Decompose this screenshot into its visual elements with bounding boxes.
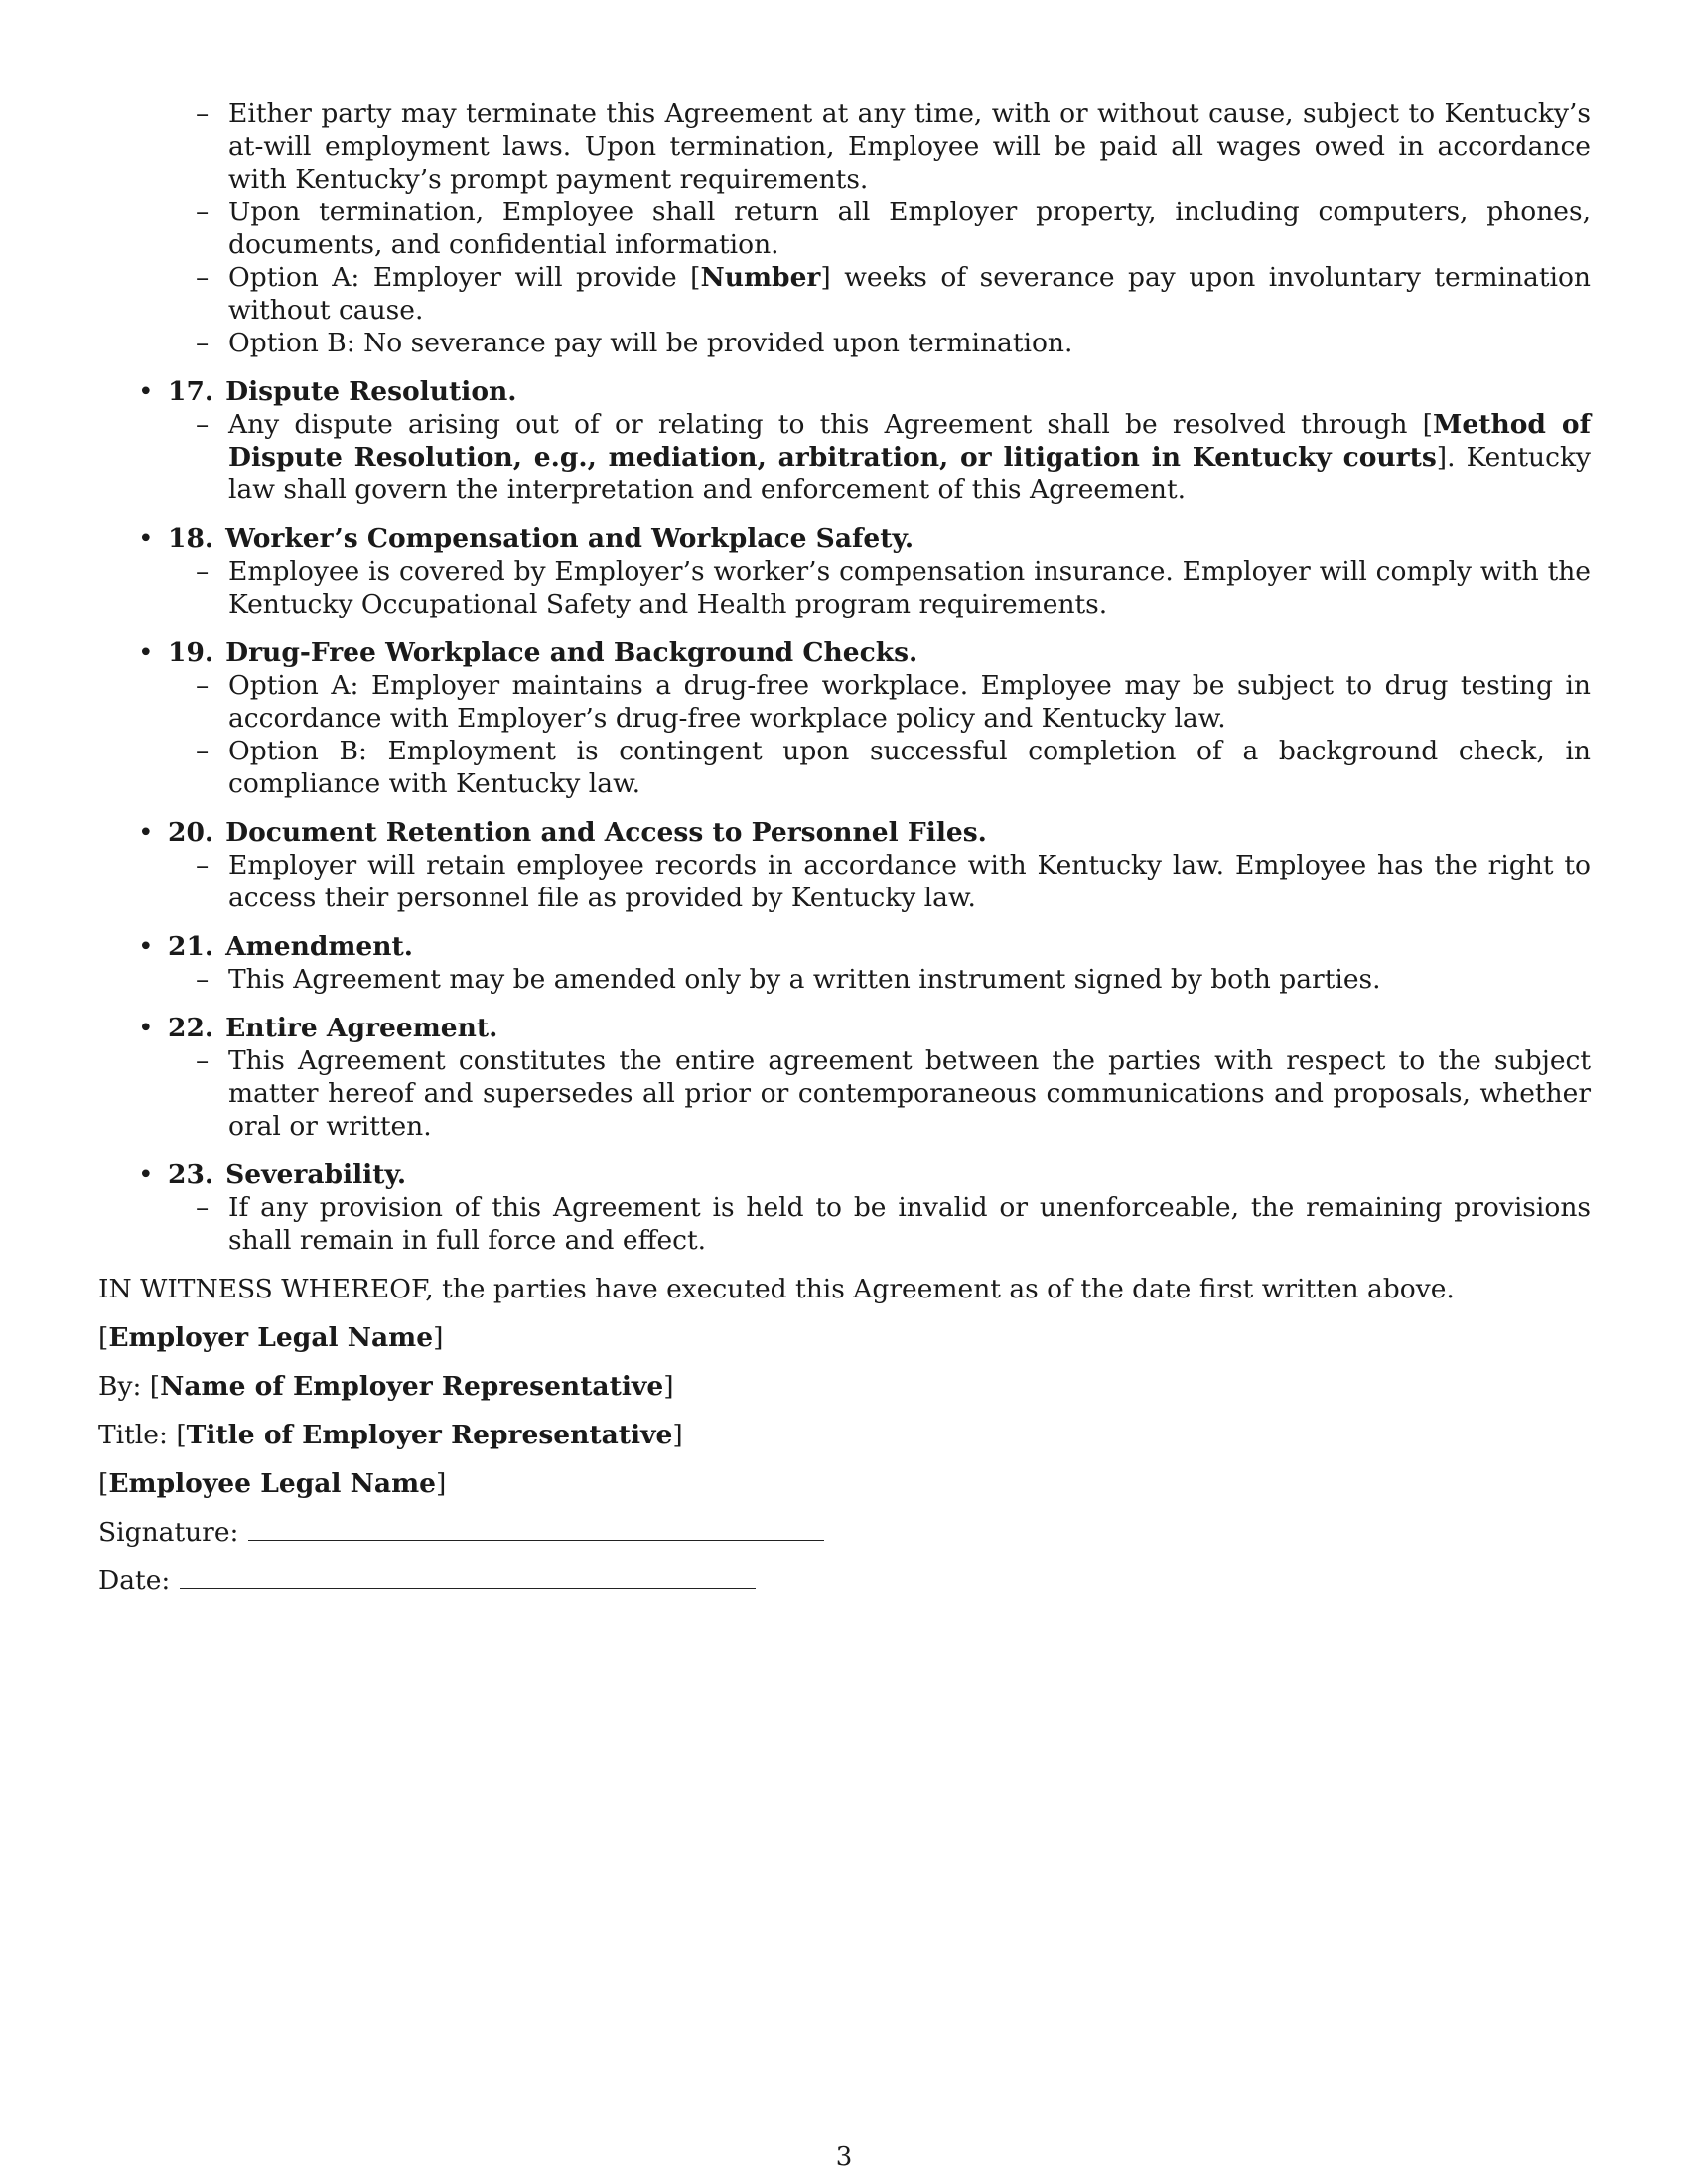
dash-marker: – <box>196 1045 210 1076</box>
date-line <box>98 1565 1591 1597</box>
sub-item-placeholder: Number <box>700 262 821 293</box>
section-number: 23. <box>168 1160 214 1190</box>
section-sub-list <box>98 1191 1591 1257</box>
section-21 <box>98 930 1591 996</box>
employer-rep-line: By: [Name of Employer Representative] <box>98 1371 674 1402</box>
page-number: 3 <box>835 2142 853 2172</box>
section-number: 17. <box>168 376 214 407</box>
title-label: Title: <box>98 1420 168 1450</box>
section-heading <box>168 522 1591 555</box>
dash-marker: – <box>196 328 210 358</box>
sub-item-text: Option A: Employer will provide [ <box>228 262 701 293</box>
sub-item <box>196 963 1591 996</box>
dash-marker: – <box>196 98 210 129</box>
section-23 <box>98 1159 1591 1257</box>
sub-item <box>196 555 1591 620</box>
section-sub-list <box>98 669 1591 800</box>
section-title: Amendment. <box>225 931 413 962</box>
sub-item <box>196 1191 1591 1257</box>
section-sub-list <box>98 1044 1591 1143</box>
bullet-marker: • <box>138 817 154 848</box>
witness-paragraph: IN WITNESS WHEREOF, the parties have executed this Agreement as of the date first written above. <box>98 1274 1455 1304</box>
section-number: 20. <box>168 817 214 848</box>
bullet-marker: • <box>138 1013 154 1043</box>
sub-item-text: Upon termination, Employee shall return all Employer property, including computers, phones, documents, and confidential information. <box>228 197 1591 260</box>
sub-item-text: Employer will retain employee records in accordance with Kentucky law. Employee has the right to access their personnel file as provided by Kentucky law. <box>228 850 1591 913</box>
section-19 <box>98 636 1591 800</box>
sub-item-text: This Agreement constitutes the entire agreement between the parties with respect to the subject matter hereof and supersedes all prior or contemporaneous communications and proposals, whether oral or written. <box>228 1045 1591 1142</box>
section-title: Severability. <box>225 1160 407 1190</box>
section-heading <box>168 1012 1591 1044</box>
by-label: By: <box>98 1371 142 1402</box>
dash-marker: – <box>196 197 210 227</box>
termination-sub-list <box>98 97 1591 359</box>
document-body <box>98 97 1591 1597</box>
sub-item-text: Employee is covered by Employer’s worker’s compensation insurance. Employer will comply with the Kentucky Occupational Safety and Health program requirements. <box>228 556 1591 619</box>
dash-marker: – <box>196 670 210 701</box>
bullet-marker: • <box>138 637 154 668</box>
section-title: Worker’s Compensation and Workplace Safety. <box>225 523 914 554</box>
section-22 <box>98 1012 1591 1143</box>
section-title: Dispute Resolution. <box>225 376 517 407</box>
signature-label: Signature: <box>98 1517 239 1548</box>
employer-rep-name: Name of Employer Representative <box>160 1371 664 1402</box>
sub-item <box>196 327 1591 359</box>
sub-item-text: Option B: No severance pay will be provided upon termination. <box>228 328 1073 358</box>
section-number: 19. <box>168 637 214 668</box>
dash-marker: – <box>196 1192 210 1223</box>
date-blank[interactable] <box>180 1565 756 1589</box>
dash-marker: – <box>196 262 210 293</box>
sub-item-text: ]. Kentucky law shall govern the interpretation and enforcement of this Agreement. <box>228 442 1591 505</box>
sub-item <box>196 261 1591 327</box>
employee-name: Employee Legal Name <box>108 1468 436 1499</box>
section-heading <box>168 930 1591 963</box>
section-number: 21. <box>168 931 214 962</box>
dash-marker: – <box>196 556 210 587</box>
section-17 <box>98 375 1591 506</box>
sub-item-text: If any provision of this Agreement is held to be invalid or unenforceable, the remaining provisions shall remain in full force and effect. <box>228 1192 1591 1256</box>
section-title: Entire Agreement. <box>225 1013 498 1043</box>
employer-rep-title: Title of Employer Representative <box>186 1420 673 1450</box>
employee-name-line: [Employee Legal Name] <box>98 1468 447 1499</box>
sub-item <box>196 849 1591 914</box>
dash-marker: – <box>196 850 210 881</box>
signature-blank[interactable] <box>248 1516 824 1541</box>
sub-item <box>196 408 1591 506</box>
section-heading <box>168 636 1591 669</box>
section-title: Document Retention and Access to Personnel Files. <box>225 817 987 848</box>
date-label: Date: <box>98 1566 171 1596</box>
bullet-marker: • <box>138 1160 154 1190</box>
sub-item <box>196 735 1591 800</box>
sub-item-text: Option A: Employer maintains a drug-free workplace. Employee may be subject to drug testing in accordance with Employer’s drug-free workplace policy and Kentucky law. <box>228 670 1591 734</box>
bullet-marker: • <box>138 523 154 554</box>
section-18 <box>98 522 1591 620</box>
sub-item-text: ] weeks of severance pay upon involuntary termination without cause. <box>228 262 1591 326</box>
employer-name-line: [Employer Legal Name] <box>98 1322 444 1353</box>
section-sub-list <box>98 849 1591 914</box>
sub-item-text: Either party may terminate this Agreement at any time, with or without cause, subject to Kentucky’s at-will employment laws. Upon termination, Employee will be paid all wages owed in accordance with Kentucky’s prompt payment requirements. <box>228 98 1591 195</box>
sub-item <box>196 1044 1591 1143</box>
section-heading <box>168 1159 1591 1191</box>
section-sub-list <box>98 408 1591 506</box>
sub-item-text: Option B: Employment is contingent upon successful completion of a background check, in compliance with Kentucky law. <box>228 736 1591 799</box>
signature-line <box>98 1516 1591 1549</box>
section-heading <box>168 816 1591 849</box>
sub-item-text: This Agreement may be amended only by a written instrument signed by both parties. <box>228 964 1381 995</box>
employer-title-line: Title: [Title of Employer Representative] <box>98 1420 683 1450</box>
sections-container <box>98 375 1591 1257</box>
dash-marker: – <box>196 409 210 440</box>
dash-marker: – <box>196 964 210 995</box>
section-sub-list <box>98 963 1591 996</box>
sub-item-text: Any dispute arising out of or relating to this Agreement shall be resolved through [ <box>228 409 1434 440</box>
section-heading <box>168 375 1591 408</box>
dash-marker: – <box>196 736 210 766</box>
sub-item-placeholder: Method of Dispute Resolution, e.g., mediation, arbitration, or litigation in Kentucky courts <box>228 409 1591 473</box>
section-sub-list <box>98 555 1591 620</box>
section-number: 18. <box>168 523 214 554</box>
bullet-marker: • <box>138 376 154 407</box>
sub-item <box>196 196 1591 261</box>
bullet-marker: • <box>138 931 154 962</box>
section-title: Drug-Free Workplace and Background Checks. <box>225 637 918 668</box>
section-20 <box>98 816 1591 914</box>
sub-item <box>196 97 1591 196</box>
section-number: 22. <box>168 1013 214 1043</box>
sub-item <box>196 669 1591 735</box>
employer-name: Employer Legal Name <box>108 1322 434 1353</box>
